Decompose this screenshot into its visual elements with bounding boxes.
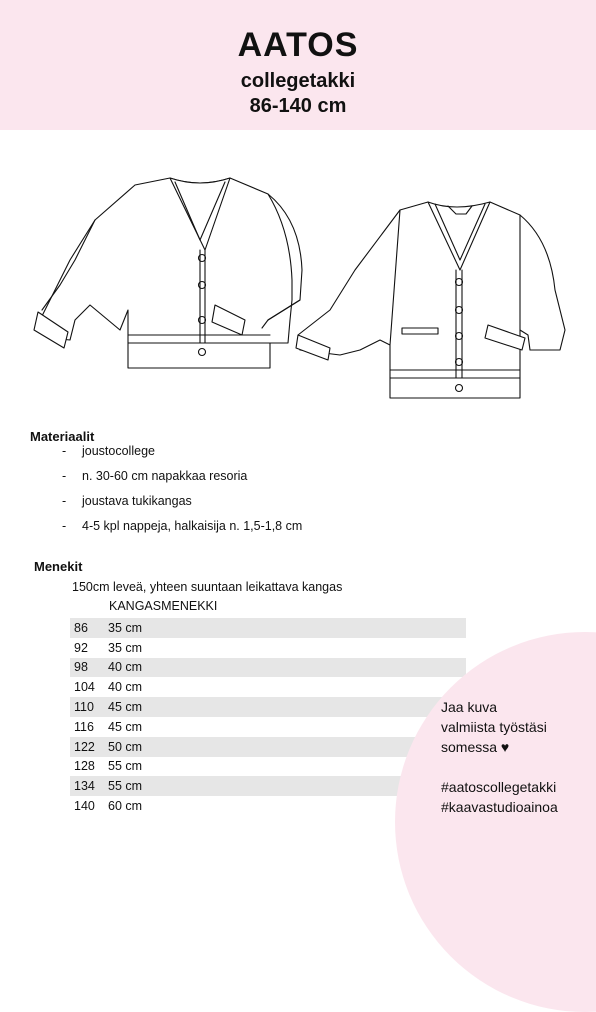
table-row: 116 45 cm — [74, 719, 143, 734]
pattern-subtitle: collegetakki — [240, 70, 356, 92]
share-line: Jaa kuva — [441, 699, 498, 715]
table-row: 98 40 cm — [70, 658, 466, 678]
cardigan-drawing-pocket — [296, 202, 565, 398]
consumption-heading: Menekit — [34, 559, 83, 574]
list-item: - joustava tukikangas — [62, 494, 192, 508]
table-row: 140 60 cm — [74, 799, 143, 814]
size-range: 86-140 cm — [249, 95, 347, 117]
fabric-note: 150cm leveä, yhteen suuntaan leikattava kangas — [72, 580, 343, 594]
table-row: 86 35 cm — [70, 618, 466, 638]
hashtag: #kaavastudioainoa — [441, 799, 558, 815]
table-row: 134 55 cm — [70, 776, 466, 796]
hashtag: #aatoscollegetakki — [441, 779, 557, 795]
materials-heading: Materiaalit — [30, 429, 95, 444]
table-row: 110 45 cm — [70, 697, 466, 717]
list-item: - 4-5 kpl nappeja, halkaisija n. 1,5-1,8 cm — [62, 519, 303, 533]
header-banner — [0, 0, 596, 130]
share-line: valmiista työstäsi — [441, 719, 547, 735]
pattern-title: AATOS — [237, 26, 359, 64]
social-share-text — [441, 697, 558, 817]
share-line: somessa ♥ — [441, 739, 510, 755]
column-header: KANGASMENEKKI — [109, 599, 218, 613]
list-item: - n. 30-60 cm napakkaa resoria — [62, 469, 248, 483]
materials-list — [62, 444, 302, 544]
table-row: 128 55 cm — [74, 759, 143, 774]
table-row: 92 35 cm — [74, 640, 143, 655]
cardigan-drawing-plain — [34, 178, 302, 368]
table-row: 122 50 cm — [70, 737, 466, 757]
list-item: - joustocollege — [62, 444, 155, 458]
cardigan-technical-drawings — [0, 160, 596, 410]
table-row: 104 40 cm — [74, 680, 143, 695]
